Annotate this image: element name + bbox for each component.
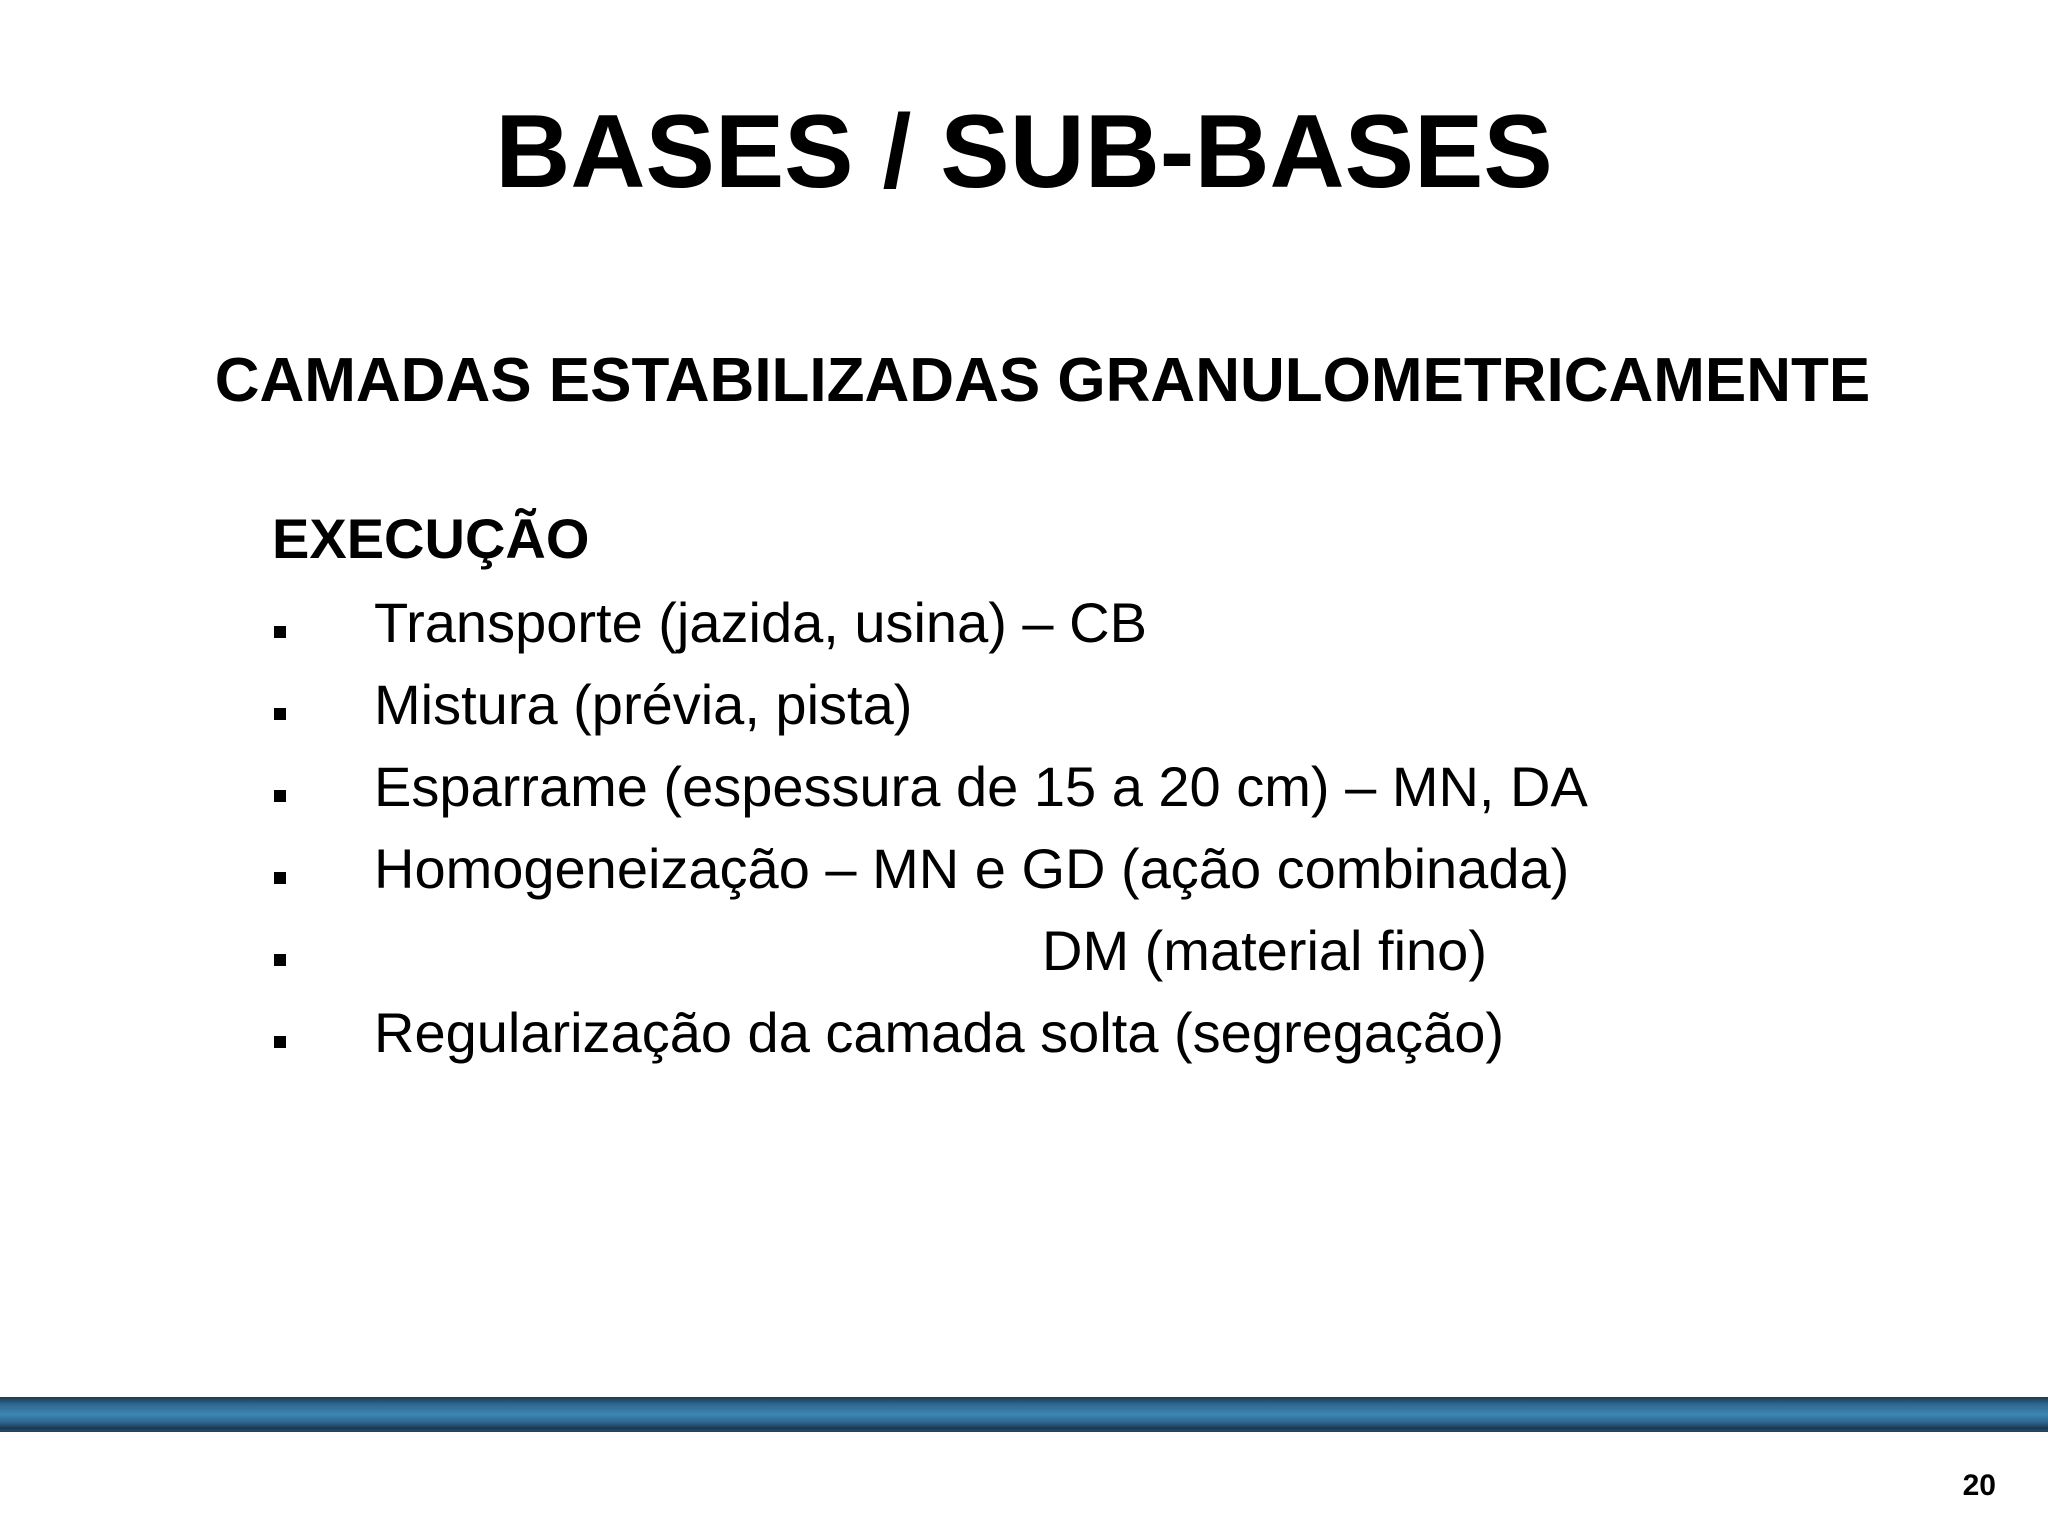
footer-divider bbox=[0, 1429, 2048, 1432]
list-item bbox=[272, 664, 913, 746]
list-item bbox=[272, 746, 1588, 828]
slide-title: BASES / SUB-BASES bbox=[495, 94, 1553, 210]
list-item bbox=[272, 910, 1487, 992]
square-bullet-icon bbox=[274, 708, 286, 720]
list-item bbox=[272, 992, 1504, 1074]
bullet-text: Transporte (jazida, usina) – CB bbox=[374, 591, 1147, 654]
bullet-text: Homogeneização – MN e GD (ação combinada) bbox=[374, 837, 1570, 900]
square-bullet-icon bbox=[274, 1036, 286, 1048]
footer-bar bbox=[0, 1397, 2048, 1429]
bullet-list bbox=[272, 582, 1588, 1074]
square-bullet-icon bbox=[274, 872, 286, 884]
section-heading: EXECUÇÃO bbox=[272, 507, 590, 570]
bullet-text: Regularização da camada solta (segregação) bbox=[374, 1001, 1504, 1064]
page-number: 20 bbox=[1962, 1469, 1996, 1502]
square-bullet-icon bbox=[274, 954, 286, 966]
square-bullet-icon bbox=[274, 626, 286, 638]
bullet-text: DM (material fino) bbox=[1042, 919, 1487, 982]
bullet-text: Esparrame (espessura de 15 a 20 cm) – MN, DA bbox=[374, 755, 1588, 818]
square-bullet-icon bbox=[274, 790, 286, 802]
list-item bbox=[272, 828, 1570, 910]
slide-subtitle: CAMADAS ESTABILIZADAS GRANULOMETRICAMENTE bbox=[214, 346, 1871, 415]
bullet-text: Mistura (prévia, pista) bbox=[374, 673, 913, 736]
list-item bbox=[272, 582, 1147, 664]
